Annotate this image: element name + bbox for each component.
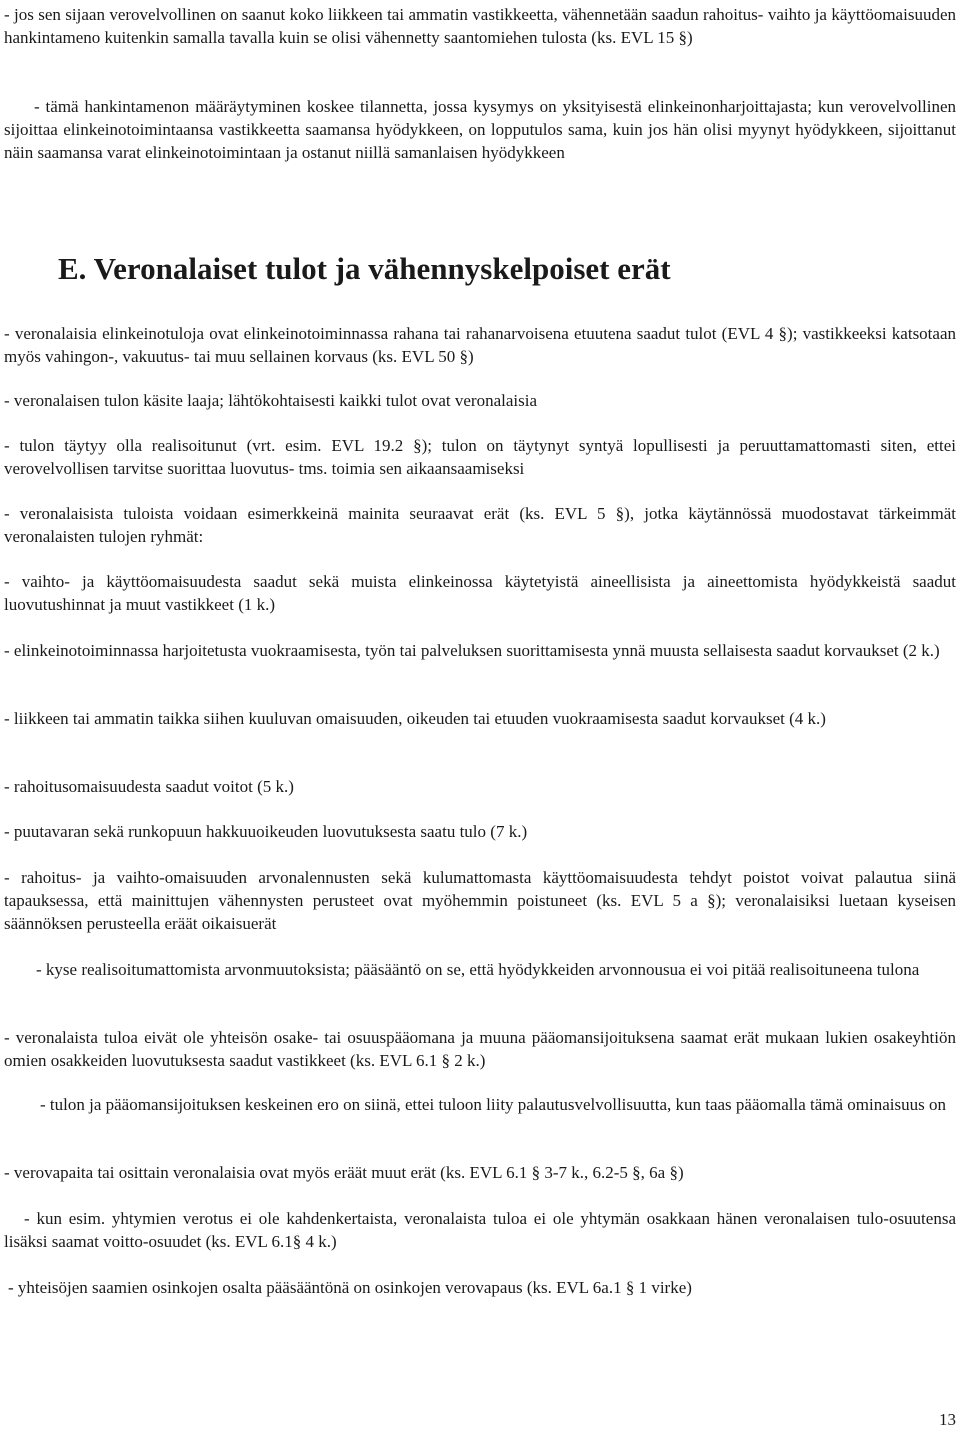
list-item-sale-proceeds: - vaihto- ja käyttöomaisuudesta saadut sekä muista elinkeinossa käytetyistä aineellisista ja aineettomista hyödykkeistä saadut luovutushinnat ja muut vastikkeet (1 k.) xyxy=(4,572,956,614)
paragraph-dividend-exemption: - yhteisöjen saamien osinkojen osalta pääsääntönä on osinkojen verovapaus (ks. EVL 6a.1 § 1 virke) xyxy=(8,1278,692,1297)
list-item-lease-compensation: - liikkeen tai ammatin taikka siihen kuuluvan omaisuuden, oikeuden tai etuuden vuokraamisesta saadut korvaukset (4 k.) xyxy=(4,709,826,728)
paragraph-income-vs-capital: - tulon ja pääomansijoituksen keskeinen ero on siinä, ettei tuloon liity palautusvelvollisuutta, kun taas pääomalla tämä ominaisuus on xyxy=(40,1095,947,1114)
list-item-rental-compensation: - elinkeinotoiminnassa harjoitetusta vuokraamisesta, työn tai palveluksen suorittamisesta ynnä muusta sellaisesta saadut korvaukset (2 k.) xyxy=(4,641,940,660)
list-item-financial-assets-gains: - rahoitusomaisuudesta saadut voitot (5 k.) xyxy=(4,777,294,796)
paragraph-tax-exempt-items: - verovapaita tai osittain veronalaisia ovat myös eräät muut erät (ks. EVL 6.1 § 3-7 k., 6.2-5 §, 6a §) xyxy=(4,1163,684,1182)
paragraph-partnership-shares: - kun esim. yhtymien verotus ei ole kahdenkertaista, veronalaista tuloa ei ole yhtymän osakkaan hänen veronalaisen tulo-osuutensa lisäksi saamat voitto-osuudet (ks. EVL 6.1§ 4 k.) xyxy=(4,1209,956,1251)
list-item-timber-income: - puutavaran sekä runkopuun hakkuuoikeuden luovutuksesta saatu tulo (7 k.) xyxy=(4,822,528,841)
section-heading: E. Veronalaiset tulot ja vähennyskelpoiset erät xyxy=(58,251,671,286)
paragraph-income-concept: - veronalaisen tulon käsite laaja; lähtökohtaisesti kaikki tulot ovat veronalaisia xyxy=(4,391,537,410)
paragraph-capital-contributions: - veronalaista tuloa eivät ole yhteisön osake- tai osuuspääomana ja muuna pääomansijoituksena saamat erät mukaan lukien osakeyhtiön omien osakkeiden luovutuksesta saadut vastikkeet (ks. EVL 6.1 § 2 k.) xyxy=(4,1028,956,1070)
paragraph-acquisition-cost-rule: - tämä hankintamenon määräytyminen koskee tilannetta, jossa kysymys on yksityisestä elinkeinonharjoittajasta; kun verovelvollinen sijoittaa elinkeinotoimintaansa vastikkeetta saamansa hyödykkeen, on lopputulos sama, kuin jos hän olisi myynyt hyödykkeen, sijoittanut näin saamansa varat elinkeinotoimintaan ja ostanut niillä samanlaisen hyödykkeen xyxy=(4,97,956,162)
paragraph-examples-intro: - veronalaisista tuloista voidaan esimerkkeinä mainita seuraavat erät (ks. EVL 5 §), jotka käytännössä muodostavat tärkeimmät veronalaisten tulojen ryhmät: xyxy=(4,504,956,546)
paragraph-realized-income: - tulon täytyy olla realisoitunut (vrt. esim. EVL 19.2 §); tulon on täytynyt syntyä lopullisesti ja peruuttamattomasti siten, ettei verovelvollisen tarvitse suorittaa luovutus- tms. toimia sen aikaansaamiseksi xyxy=(4,436,956,478)
paragraph-taxable-business-income: - veronalaisia elinkeinotuloja ovat elinkeinotoiminnassa rahana tai rahanarvoisena etuutena saadut tulot (EVL 4 §); vastikkeeksi katsotaan myös vahingon-, vakuutus- tai muu sellainen korvaus (ks. EVL 50 §) xyxy=(4,324,956,366)
paragraph-write-down-reversal: - rahoitus- ja vaihto-omaisuuden arvonalennusten sekä kulumattomasta käyttöomaisuudesta tehdyt poistot voivat palautua siinä tapauksessa, että mainittujen vähennysten perusteet ovat myöhemmin poistuneet (ks. EVL 5 a §); veronalaisiksi luetaan kyseisen säännöksen perusteella eräät oikaisuerät xyxy=(4,868,956,933)
paragraph-unrealized-value-changes: - kyse realisoitumattomista arvonmuutoksista; pääsääntö on se, että hyödykkeiden arvonnousua ei voi pitää realisoituneena tulona xyxy=(36,960,920,979)
paragraph-acquisition-without-consideration: - jos sen sijaan verovelvollinen on saanut koko liikkeen tai ammatin vastikkeetta, vähennetään saadun rahoitus- vaihto ja käyttöomaisuuden hankintameno kuitenkin samalla tavalla kuin se olisi vähennetty saantomiehen tulosta (ks. EVL 15 §) xyxy=(4,5,956,47)
page-number: 13 xyxy=(939,1410,956,1429)
